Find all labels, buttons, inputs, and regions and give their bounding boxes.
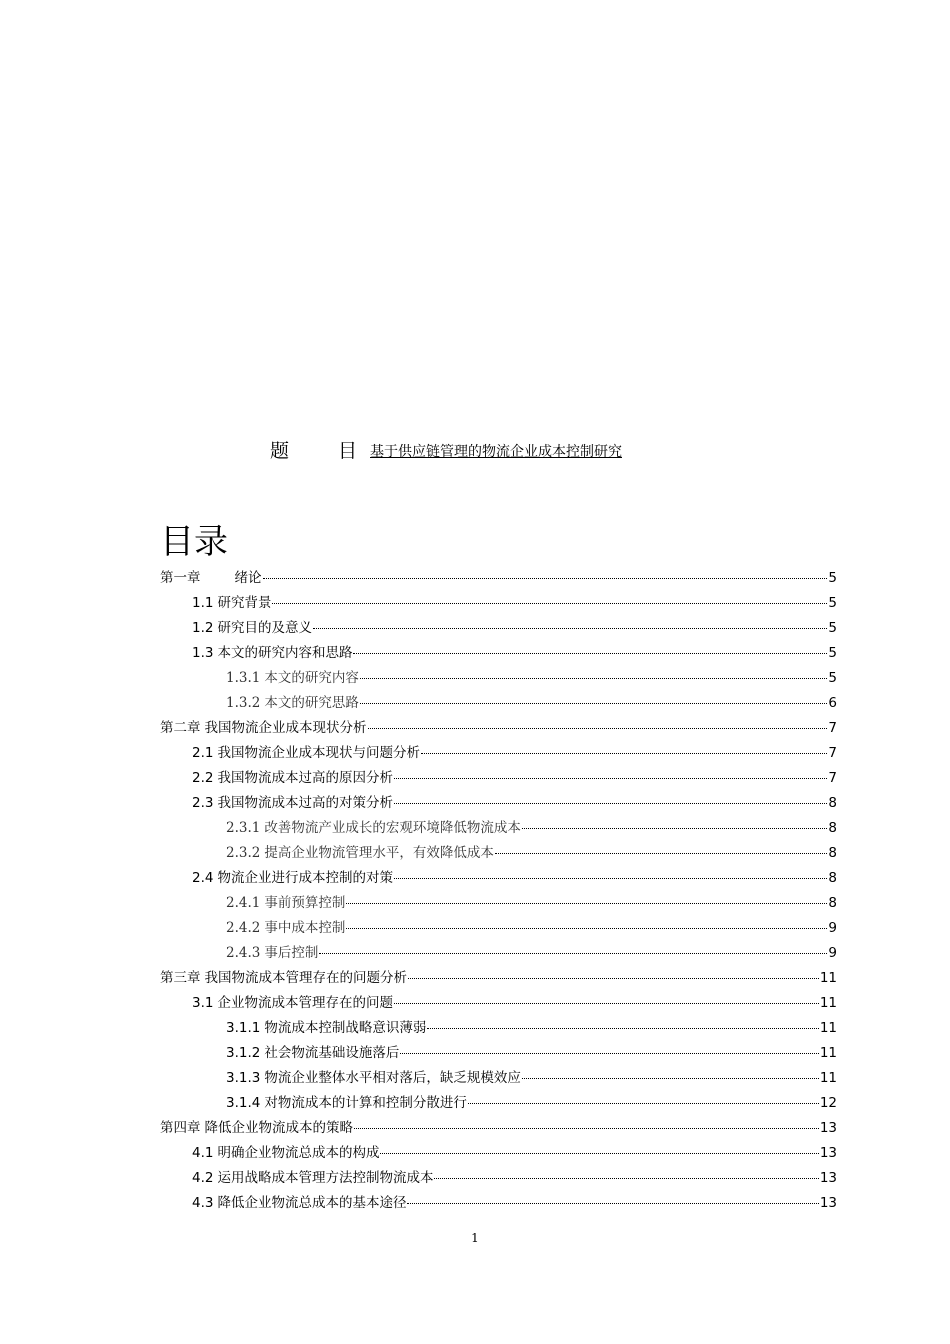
toc-entry-page: 8 <box>828 870 837 886</box>
toc-entry-title: 降低企业物流成本的策略 <box>204 1120 353 1136</box>
toc-leader-dots <box>263 578 828 579</box>
toc-entry-title: 我国物流成本管理存在的问题分析 <box>204 970 407 986</box>
toc-entry-page: 11 <box>819 970 837 986</box>
toc-leader-dots <box>421 753 827 754</box>
toc-entry-number: 2.4 <box>192 870 214 886</box>
toc-entry-title: 改善物流产业成长的宏观环境降低物流成本 <box>264 820 521 836</box>
title-label-char-1: 题 <box>270 440 290 462</box>
toc-entry-title: 提高企业物流管理水平，有效降低成本 <box>264 845 494 861</box>
toc-entry-text <box>226 816 521 836</box>
toc-entry-number: 3.1.4 <box>226 1095 261 1111</box>
toc-entry-text <box>226 1091 467 1111</box>
toc-entry-number: 3.1.2 <box>226 1045 261 1061</box>
toc-entry-title: 本文的研究内容和思路 <box>217 645 353 661</box>
toc-entry-title: 绪论 <box>234 570 262 586</box>
toc-leader-dots <box>495 853 828 854</box>
toc-entry-page: 13 <box>819 1120 837 1136</box>
toc-entry-page: 13 <box>819 1170 837 1186</box>
toc-entry-number: 2.4.3 <box>226 945 261 961</box>
toc-entry[interactable] <box>226 1066 837 1091</box>
toc-entry[interactable] <box>192 616 837 641</box>
toc-leader-dots <box>400 1053 818 1054</box>
toc-leader-dots <box>313 628 827 629</box>
toc-entry-page: 7 <box>828 770 837 786</box>
toc-entry[interactable] <box>226 941 837 966</box>
toc-entry[interactable] <box>226 1016 837 1041</box>
toc-entry-page: 5 <box>828 570 837 586</box>
toc-entry-number: 第二章 <box>160 720 201 736</box>
toc-entry-number: 4.3 <box>192 1195 214 1211</box>
toc-entry[interactable] <box>192 766 837 791</box>
toc-entry-text <box>192 1191 406 1211</box>
toc-entry-text <box>160 716 367 736</box>
toc-leader-dots <box>394 1003 819 1004</box>
toc-leader-dots <box>394 878 827 879</box>
thesis-title-line <box>270 436 710 466</box>
toc-entry[interactable] <box>160 966 837 991</box>
toc-entry[interactable] <box>160 566 837 591</box>
toc-entry[interactable] <box>226 916 837 941</box>
title-label-char-2: 目 <box>338 440 358 462</box>
toc-entry-page: 8 <box>828 895 837 911</box>
toc-entry-page: 9 <box>828 945 837 961</box>
toc-heading: 目录 <box>160 522 228 562</box>
toc-entry-title: 我国物流成本过高的原因分析 <box>217 770 393 786</box>
toc-entry-title: 对物流成本的计算和控制分散进行 <box>264 1095 467 1111</box>
toc-entry[interactable] <box>192 1166 837 1191</box>
toc-entry-text <box>226 841 494 861</box>
toc-entry[interactable] <box>226 841 837 866</box>
toc-entry-text <box>226 1041 399 1061</box>
toc-leader-dots <box>394 803 827 804</box>
toc-entry-page: 11 <box>819 1020 837 1036</box>
toc-entry-number: 3.1.3 <box>226 1070 261 1086</box>
toc-leader-dots <box>522 828 828 829</box>
toc-entry-page: 11 <box>819 1070 837 1086</box>
toc-entry-number: 第一章 <box>160 570 201 586</box>
toc-leader-dots <box>434 1178 818 1179</box>
toc-entry-page: 6 <box>828 695 837 711</box>
toc-leader-dots <box>522 1078 819 1079</box>
toc-entry-page: 5 <box>828 645 837 661</box>
toc-entry-title: 我国物流企业成本现状与问题分析 <box>217 745 420 761</box>
toc-entry-page: 13 <box>819 1195 837 1211</box>
toc-entry-title: 本文的研究内容 <box>264 670 359 686</box>
toc-leader-dots <box>394 778 827 779</box>
toc-entry[interactable] <box>226 1041 837 1066</box>
toc-entry-text <box>160 1116 353 1136</box>
toc-entry-text <box>226 916 345 936</box>
toc-leader-dots <box>427 1028 818 1029</box>
toc-entry[interactable] <box>192 866 837 891</box>
toc-entry-page: 13 <box>819 1145 837 1161</box>
toc-entry[interactable] <box>226 691 837 716</box>
toc-entry-title: 明确企业物流总成本的构成 <box>217 1145 380 1161</box>
toc-entry-text <box>192 741 420 761</box>
toc-entry-number: 2.4.2 <box>226 920 261 936</box>
toc-entry[interactable] <box>192 1141 837 1166</box>
toc-entry-page: 11 <box>819 1045 837 1061</box>
toc-entry[interactable] <box>160 716 837 741</box>
toc-entry-number: 1.3 <box>192 645 214 661</box>
thesis-title: 基于供应链管理的物流企业成本控制研究 <box>370 444 622 460</box>
toc-entry-page: 8 <box>828 845 837 861</box>
toc-leader-dots <box>346 903 827 904</box>
toc-leader-dots <box>380 1153 818 1154</box>
toc-entry-title: 物流企业整体水平相对落后，缺乏规模效应 <box>264 1070 521 1086</box>
toc-entry-number: 2.2 <box>192 770 214 786</box>
toc-entry-text <box>192 1166 433 1186</box>
toc-entry-title: 物流成本控制战略意识薄弱 <box>264 1020 427 1036</box>
toc-entry-number: 第三章 <box>160 970 201 986</box>
toc-entry-number: 1.2 <box>192 620 214 636</box>
toc-entry-title: 事中成本控制 <box>264 920 346 936</box>
toc-entry-page: 7 <box>828 720 837 736</box>
toc-entry-page: 8 <box>828 820 837 836</box>
toc-entry-text <box>192 766 393 786</box>
toc-entry-page: 7 <box>828 745 837 761</box>
toc-entry-text <box>192 641 352 661</box>
toc-entry-title: 降低企业物流总成本的基本途径 <box>217 1195 407 1211</box>
toc-leader-dots <box>353 653 827 654</box>
toc-leader-dots <box>468 1103 819 1104</box>
toc-entry-title: 事前预算控制 <box>264 895 346 911</box>
toc-entry-number: 第四章 <box>160 1120 201 1136</box>
toc-entry[interactable] <box>160 1116 837 1141</box>
toc-leader-dots <box>360 678 828 679</box>
toc-leader-dots <box>368 728 828 729</box>
toc-entry-page: 12 <box>819 1095 837 1111</box>
toc-entry-title: 研究目的及意义 <box>217 620 312 636</box>
toc-leader-dots <box>360 703 828 704</box>
toc-entry[interactable] <box>192 591 837 616</box>
toc-entry[interactable] <box>192 741 837 766</box>
toc-entry[interactable] <box>192 991 837 1016</box>
toc-entry-text <box>192 616 312 636</box>
toc-entry-number: 3.1 <box>192 995 214 1011</box>
toc-entry-text <box>226 691 359 711</box>
toc-leader-dots <box>346 928 827 929</box>
toc-entry-title: 我国物流成本过高的对策分析 <box>217 795 393 811</box>
toc-entry-text <box>226 1066 521 1086</box>
toc-entry-text <box>192 591 271 611</box>
toc-entry-page: 11 <box>819 995 837 1011</box>
toc-entry-title: 本文的研究思路 <box>264 695 359 711</box>
toc-entry[interactable] <box>226 1091 837 1116</box>
toc-entry-title: 企业物流成本管理存在的问题 <box>217 995 393 1011</box>
toc-entry-number: 2.3.2 <box>226 845 261 861</box>
toc-entry-number: 4.2 <box>192 1170 214 1186</box>
page-number: 1 <box>471 1231 479 1245</box>
toc-entry-number: 3.1.1 <box>226 1020 261 1036</box>
toc-entry-page: 5 <box>828 595 837 611</box>
toc-leader-dots <box>272 603 827 604</box>
toc-entry-title: 我国物流企业成本现状分析 <box>204 720 367 736</box>
toc-entry[interactable] <box>192 791 837 816</box>
toc-leader-dots <box>354 1128 819 1129</box>
toc-entry-text <box>160 966 407 986</box>
toc-entry-title: 物流企业进行成本控制的对策 <box>217 870 393 886</box>
toc-entry-text <box>226 941 318 961</box>
toc-entry-number: 2.3 <box>192 795 214 811</box>
toc-entry-page: 5 <box>828 620 837 636</box>
toc-entry-text <box>192 791 393 811</box>
toc-entry-page: 8 <box>828 795 837 811</box>
toc-entry[interactable] <box>226 891 837 916</box>
toc-entry-number: 1.3.1 <box>226 670 261 686</box>
toc-entry[interactable] <box>192 1191 837 1216</box>
toc-entry-title: 事后控制 <box>264 945 319 961</box>
toc-leader-dots <box>319 953 827 954</box>
toc-entry-title: 社会物流基础设施落后 <box>264 1045 400 1061</box>
toc-entry[interactable] <box>226 666 837 691</box>
toc-entry-number: 2.1 <box>192 745 214 761</box>
toc-entry-text <box>226 666 359 686</box>
toc-entry-number: 1.1 <box>192 595 214 611</box>
toc-entry-text <box>192 991 393 1011</box>
toc-entry[interactable] <box>226 816 837 841</box>
toc-entry-page: 5 <box>828 670 837 686</box>
toc-entry[interactable] <box>192 641 837 666</box>
toc-entry-page: 9 <box>828 920 837 936</box>
toc-entry-number: 4.1 <box>192 1145 214 1161</box>
toc-entry-title: 运用战略成本管理方法控制物流成本 <box>217 1170 434 1186</box>
toc-entry-text <box>160 566 262 586</box>
toc-entry-number: 2.3.1 <box>226 820 261 836</box>
toc-entry-text <box>226 891 345 911</box>
toc-entry-text <box>192 866 393 886</box>
toc-leader-dots <box>408 978 819 979</box>
toc-entry-number: 2.4.1 <box>226 895 261 911</box>
toc-entry-title: 研究背景 <box>217 595 272 611</box>
toc-entry-text <box>192 1141 379 1161</box>
toc-entry-text <box>226 1016 426 1036</box>
toc-entry-number: 1.3.2 <box>226 695 261 711</box>
toc-leader-dots <box>407 1203 818 1204</box>
